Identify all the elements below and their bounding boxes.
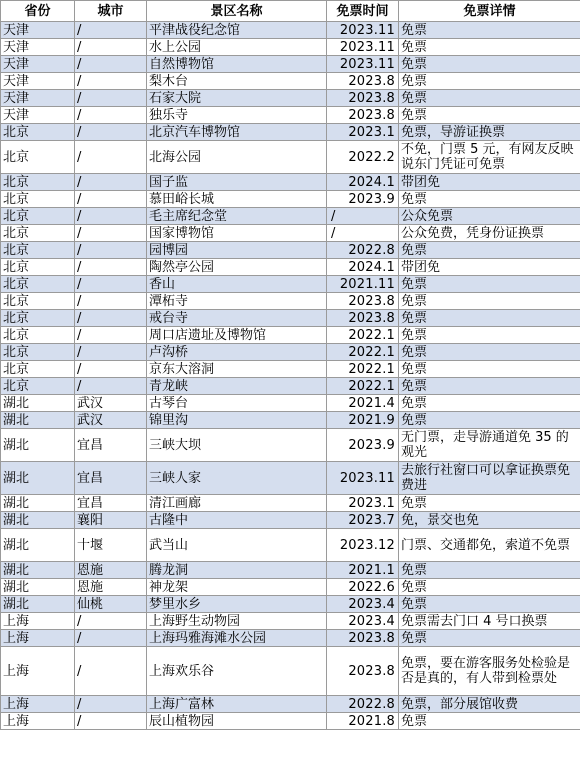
cell-scenic: 上海野生动物园 xyxy=(147,613,327,630)
cell-time: 2021.11 xyxy=(327,276,399,293)
cell-province: 天津 xyxy=(1,56,75,73)
cell-province: 北京 xyxy=(1,344,75,361)
cell-scenic: 上海欢乐谷 xyxy=(147,647,327,696)
cell-time: 2023.12 xyxy=(327,529,399,562)
cell-detail: 不免，门票 5 元，有网友反映说东门凭证可免票 xyxy=(399,141,580,174)
cell-time: 2022.8 xyxy=(327,696,399,713)
cell-time: 2021.9 xyxy=(327,412,399,429)
cell-time: 2022.2 xyxy=(327,141,399,174)
cell-province: 天津 xyxy=(1,39,75,56)
cell-province: 北京 xyxy=(1,225,75,242)
header-time: 免票时间 xyxy=(327,1,399,22)
cell-city: / xyxy=(75,56,147,73)
cell-scenic: 梦里水乡 xyxy=(147,596,327,613)
cell-city: 武汉 xyxy=(75,395,147,412)
cell-city: / xyxy=(75,208,147,225)
header-scenic: 景区名称 xyxy=(147,1,327,22)
cell-detail: 免票 xyxy=(399,596,580,613)
table-row xyxy=(1,242,580,259)
cell-scenic: 神龙架 xyxy=(147,579,327,596)
cell-province: 湖北 xyxy=(1,462,75,495)
cell-time: 2023.11 xyxy=(327,39,399,56)
cell-detail: 带团免 xyxy=(399,174,580,191)
table-row xyxy=(1,191,580,208)
cell-city: / xyxy=(75,225,147,242)
cell-province: 北京 xyxy=(1,327,75,344)
cell-city: / xyxy=(75,361,147,378)
table-row xyxy=(1,327,580,344)
cell-time: 2022.6 xyxy=(327,579,399,596)
cell-scenic: 国子监 xyxy=(147,174,327,191)
cell-detail: 免票 xyxy=(399,107,580,124)
cell-city: 襄阳 xyxy=(75,512,147,529)
cell-time: 2022.8 xyxy=(327,242,399,259)
table-row xyxy=(1,429,580,462)
cell-province: 北京 xyxy=(1,310,75,327)
table-row xyxy=(1,596,580,613)
cell-city: / xyxy=(75,22,147,39)
cell-city: / xyxy=(75,327,147,344)
cell-scenic: 上海玛雅海滩水公园 xyxy=(147,630,327,647)
cell-scenic: 锦里沟 xyxy=(147,412,327,429)
cell-scenic: 国家博物馆 xyxy=(147,225,327,242)
cell-city: / xyxy=(75,90,147,107)
table-row xyxy=(1,39,580,56)
header-row xyxy=(1,1,580,22)
cell-time: 2022.1 xyxy=(327,344,399,361)
table-row xyxy=(1,613,580,630)
table-row xyxy=(1,56,580,73)
cell-time: 2021.4 xyxy=(327,395,399,412)
cell-city: / xyxy=(75,242,147,259)
cell-scenic: 陶然亭公园 xyxy=(147,259,327,276)
cell-detail: 免票 xyxy=(399,344,580,361)
cell-detail: 免票 xyxy=(399,378,580,395)
cell-detail: 免票 xyxy=(399,395,580,412)
cell-scenic: 梨木台 xyxy=(147,73,327,90)
cell-province: 北京 xyxy=(1,259,75,276)
cell-city: 十堰 xyxy=(75,529,147,562)
cell-city: / xyxy=(75,696,147,713)
cell-scenic: 古隆中 xyxy=(147,512,327,529)
table-row xyxy=(1,90,580,107)
cell-province: 北京 xyxy=(1,191,75,208)
cell-detail: 门票、交通都免，索道不免票 xyxy=(399,529,580,562)
cell-time: 2024.1 xyxy=(327,174,399,191)
cell-detail: 免票 xyxy=(399,495,580,512)
cell-scenic: 北海公园 xyxy=(147,141,327,174)
cell-detail: 免票 xyxy=(399,713,580,730)
cell-time: 2023.4 xyxy=(327,596,399,613)
table-row xyxy=(1,107,580,124)
table-row xyxy=(1,378,580,395)
cell-province: 上海 xyxy=(1,647,75,696)
cell-detail: 免票 xyxy=(399,56,580,73)
cell-scenic: 古琴台 xyxy=(147,395,327,412)
cell-detail: 带团免 xyxy=(399,259,580,276)
cell-province: 湖北 xyxy=(1,579,75,596)
cell-scenic: 辰山植物园 xyxy=(147,713,327,730)
cell-city: 宜昌 xyxy=(75,462,147,495)
cell-province: 北京 xyxy=(1,242,75,259)
cell-province: 北京 xyxy=(1,293,75,310)
table-row xyxy=(1,579,580,596)
cell-city: / xyxy=(75,613,147,630)
cell-time: 2023.8 xyxy=(327,107,399,124)
table-row xyxy=(1,174,580,191)
cell-detail: 免票需去门口 4 号口换票 xyxy=(399,613,580,630)
cell-province: 湖北 xyxy=(1,429,75,462)
cell-province: 北京 xyxy=(1,141,75,174)
cell-province: 北京 xyxy=(1,378,75,395)
cell-city: / xyxy=(75,378,147,395)
cell-city: / xyxy=(75,276,147,293)
cell-detail: 免票 xyxy=(399,191,580,208)
cell-detail: 去旅行社窗口可以拿证换票免费进 xyxy=(399,462,580,495)
cell-scenic: 独乐寺 xyxy=(147,107,327,124)
cell-detail: 公众免票 xyxy=(399,208,580,225)
cell-detail: 免票 xyxy=(399,73,580,90)
cell-city: / xyxy=(75,39,147,56)
cell-province: 上海 xyxy=(1,713,75,730)
cell-province: 湖北 xyxy=(1,529,75,562)
cell-scenic: 潭柘寺 xyxy=(147,293,327,310)
cell-detail: 免票 xyxy=(399,562,580,579)
table-row xyxy=(1,259,580,276)
table-body xyxy=(1,22,580,730)
cell-province: 天津 xyxy=(1,22,75,39)
table-row xyxy=(1,141,580,174)
cell-province: 上海 xyxy=(1,613,75,630)
cell-detail: 免票 xyxy=(399,630,580,647)
table-row xyxy=(1,696,580,713)
cell-city: / xyxy=(75,713,147,730)
cell-city: / xyxy=(75,124,147,141)
cell-province: 湖北 xyxy=(1,512,75,529)
table-row xyxy=(1,344,580,361)
cell-province: 上海 xyxy=(1,696,75,713)
table-row xyxy=(1,647,580,696)
table-row xyxy=(1,22,580,39)
cell-scenic: 北京汽车博物馆 xyxy=(147,124,327,141)
cell-time: 2021.1 xyxy=(327,562,399,579)
cell-city: 恩施 xyxy=(75,562,147,579)
cell-detail: 免票 xyxy=(399,90,580,107)
cell-scenic: 周口店遗址及博物馆 xyxy=(147,327,327,344)
table-row xyxy=(1,512,580,529)
cell-province: 北京 xyxy=(1,208,75,225)
table-row xyxy=(1,562,580,579)
cell-city: 武汉 xyxy=(75,412,147,429)
table-row xyxy=(1,361,580,378)
cell-province: 北京 xyxy=(1,124,75,141)
cell-time: 2023.9 xyxy=(327,191,399,208)
cell-detail: 免票 xyxy=(399,579,580,596)
cell-province: 北京 xyxy=(1,174,75,191)
cell-detail: 免票 xyxy=(399,276,580,293)
cell-city: / xyxy=(75,293,147,310)
cell-city: / xyxy=(75,141,147,174)
table-row xyxy=(1,310,580,327)
cell-time: 2023.8 xyxy=(327,73,399,90)
cell-province: 上海 xyxy=(1,630,75,647)
cell-time: 2023.8 xyxy=(327,90,399,107)
cell-city: / xyxy=(75,344,147,361)
cell-province: 北京 xyxy=(1,276,75,293)
cell-detail: 免票 xyxy=(399,412,580,429)
cell-time: 2023.8 xyxy=(327,630,399,647)
table-row xyxy=(1,462,580,495)
cell-time: 2023.8 xyxy=(327,293,399,310)
table-row xyxy=(1,713,580,730)
cell-province: 湖北 xyxy=(1,562,75,579)
cell-city: 宜昌 xyxy=(75,429,147,462)
cell-time: 2023.8 xyxy=(327,310,399,327)
cell-time: 2024.1 xyxy=(327,259,399,276)
table-row xyxy=(1,276,580,293)
cell-detail: 免票 xyxy=(399,39,580,56)
cell-scenic: 香山 xyxy=(147,276,327,293)
cell-scenic: 慕田峪长城 xyxy=(147,191,327,208)
header-city: 城市 xyxy=(75,1,147,22)
cell-time: / xyxy=(327,208,399,225)
cell-city: 仙桃 xyxy=(75,596,147,613)
cell-detail: 无门票，走导游通道免 35 的观光 xyxy=(399,429,580,462)
table-row xyxy=(1,529,580,562)
cell-detail: 免票，部分展馆收费 xyxy=(399,696,580,713)
table-row xyxy=(1,293,580,310)
cell-scenic: 卢沟桥 xyxy=(147,344,327,361)
cell-time: 2022.1 xyxy=(327,327,399,344)
cell-time: / xyxy=(327,225,399,242)
cell-scenic: 戒台寺 xyxy=(147,310,327,327)
cell-time: 2022.1 xyxy=(327,378,399,395)
cell-scenic: 上海广富林 xyxy=(147,696,327,713)
cell-scenic: 毛主席纪念堂 xyxy=(147,208,327,225)
cell-province: 天津 xyxy=(1,73,75,90)
table-row xyxy=(1,225,580,242)
cell-scenic: 青龙峡 xyxy=(147,378,327,395)
table-row xyxy=(1,630,580,647)
cell-scenic: 京东大溶洞 xyxy=(147,361,327,378)
cell-time: 2023.9 xyxy=(327,429,399,462)
cell-city: / xyxy=(75,259,147,276)
cell-detail: 免票 xyxy=(399,327,580,344)
cell-province: 湖北 xyxy=(1,412,75,429)
cell-scenic: 水上公园 xyxy=(147,39,327,56)
cell-scenic: 武当山 xyxy=(147,529,327,562)
cell-scenic: 清江画廊 xyxy=(147,495,327,512)
cell-city: / xyxy=(75,174,147,191)
header-detail: 免票详情 xyxy=(399,1,580,22)
cell-detail: 免票，要在游客服务处检验是否是真的，有人带到检票处 xyxy=(399,647,580,696)
cell-province: 天津 xyxy=(1,90,75,107)
cell-province: 天津 xyxy=(1,107,75,124)
cell-time: 2023.11 xyxy=(327,22,399,39)
cell-detail: 免票 xyxy=(399,293,580,310)
cell-city: / xyxy=(75,73,147,90)
cell-province: 北京 xyxy=(1,361,75,378)
table-row xyxy=(1,73,580,90)
cell-time: 2023.4 xyxy=(327,613,399,630)
cell-time: 2022.1 xyxy=(327,361,399,378)
cell-detail: 免票 xyxy=(399,361,580,378)
table-row xyxy=(1,208,580,225)
cell-province: 湖北 xyxy=(1,395,75,412)
cell-scenic: 自然博物馆 xyxy=(147,56,327,73)
cell-detail: 免票 xyxy=(399,242,580,259)
cell-detail: 免票 xyxy=(399,22,580,39)
cell-scenic: 三峡大坝 xyxy=(147,429,327,462)
table-row xyxy=(1,495,580,512)
cell-scenic: 石家大院 xyxy=(147,90,327,107)
cell-time: 2023.8 xyxy=(327,647,399,696)
cell-time: 2023.1 xyxy=(327,495,399,512)
cell-detail: 免票，导游证换票 xyxy=(399,124,580,141)
cell-province: 湖北 xyxy=(1,596,75,613)
cell-city: 恩施 xyxy=(75,579,147,596)
cell-time: 2023.7 xyxy=(327,512,399,529)
cell-time: 2023.11 xyxy=(327,56,399,73)
table-row xyxy=(1,412,580,429)
cell-scenic: 平津战役纪念馆 xyxy=(147,22,327,39)
cell-city: / xyxy=(75,630,147,647)
cell-time: 2021.8 xyxy=(327,713,399,730)
cell-time: 2023.1 xyxy=(327,124,399,141)
table-row xyxy=(1,395,580,412)
cell-detail: 免票 xyxy=(399,310,580,327)
cell-city: 宜昌 xyxy=(75,495,147,512)
cell-scenic: 园博园 xyxy=(147,242,327,259)
cell-city: / xyxy=(75,191,147,208)
cell-province: 湖北 xyxy=(1,495,75,512)
cell-scenic: 腾龙洞 xyxy=(147,562,327,579)
header-province: 省份 xyxy=(1,1,75,22)
cell-city: / xyxy=(75,107,147,124)
table-row xyxy=(1,124,580,141)
cell-city: / xyxy=(75,647,147,696)
cell-city: / xyxy=(75,310,147,327)
cell-detail: 免，景交也免 xyxy=(399,512,580,529)
cell-scenic: 三峡人家 xyxy=(147,462,327,495)
cell-time: 2023.11 xyxy=(327,462,399,495)
cell-detail: 公众免费，凭身份证换票 xyxy=(399,225,580,242)
